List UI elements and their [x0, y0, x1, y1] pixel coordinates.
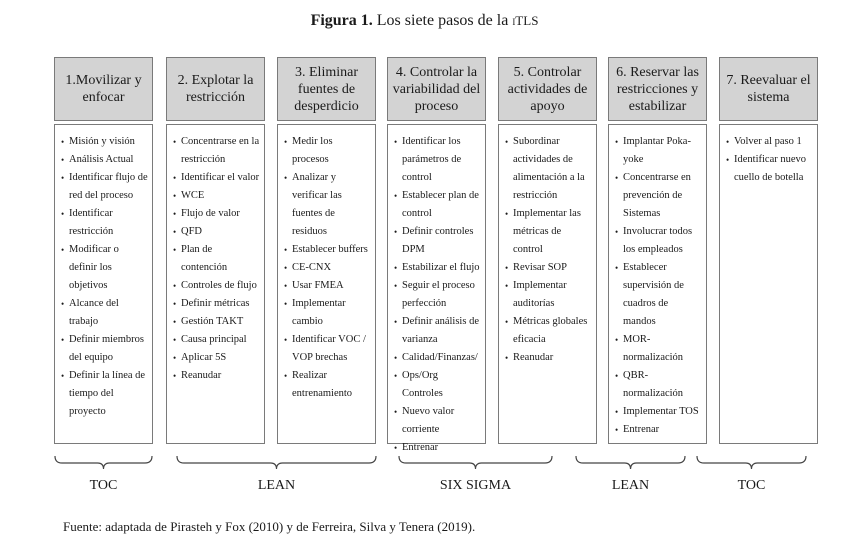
activity-item: • Realizar entrenamiento [284, 367, 371, 403]
activity-item: • Reanudar [173, 367, 260, 385]
activity-item: • Identificar nuevo cuello de botella [726, 151, 813, 187]
activity-item: • Identificar VOC / VOP brechas [284, 331, 371, 367]
activity-item: • Definir métricas [173, 295, 260, 313]
activity-item: • Estabilizar el flujo [394, 259, 481, 277]
group-label-2: LEAN [257, 478, 296, 493]
figure-caption: Los siete pasos de la [376, 12, 509, 29]
figure-label: Figura 1. [310, 12, 373, 29]
step-header-2: 2. Explotar la restricción [166, 57, 265, 121]
brace-icon [54, 455, 153, 471]
activity-item: • Establecer supervisión de cuadros de mandos [615, 259, 702, 331]
group-brace-2 [176, 455, 377, 471]
activity-item: • MOR-normalización [615, 331, 702, 367]
activity-item: • Seguir el proceso perfección [394, 277, 481, 313]
brace-icon [575, 455, 686, 471]
activity-list [505, 133, 592, 367]
activity-item: • Entrenar [615, 421, 702, 439]
activity-item: • Definir análisis de varianza [394, 313, 481, 349]
activity-item: • Implementar cambio [284, 295, 371, 331]
group-label-5: TOC [737, 478, 766, 493]
group-label-1: TOC [89, 478, 118, 493]
step-header-7: 7. Reevaluar el sistema [719, 57, 818, 121]
brace-icon [696, 455, 807, 471]
figure-title [0, 12, 849, 30]
activity-item: • Implantar Poka-yoke [615, 133, 702, 169]
activity-item: • Establecer plan de control [394, 187, 481, 223]
activity-item: • Aplicar 5S [173, 349, 260, 367]
activity-item: • WCE [173, 187, 260, 205]
activity-item: • Concentrarse en la restricción [173, 133, 260, 169]
activity-item: • Implementar las métricas de control [505, 205, 592, 259]
activity-item: • Analizar y verificar las fuentes de residuos [284, 169, 371, 241]
step-activities-2 [166, 124, 265, 444]
group-brace-4 [575, 455, 686, 471]
activity-item: • Ops/Org Controles [394, 367, 481, 403]
step-activities-5 [498, 124, 597, 444]
step-activities-6 [608, 124, 707, 444]
group-label-4: LEAN [611, 478, 650, 493]
activity-list [615, 133, 702, 439]
activity-item: • Implementar auditorías [505, 277, 592, 313]
activity-item: • CE-CNX [284, 259, 371, 277]
activity-list [61, 133, 148, 421]
group-brace-3 [398, 455, 553, 471]
activity-item: • Controles de flujo [173, 277, 260, 295]
group-label-3: SIX SIGMA [439, 478, 512, 493]
step-activities-4 [387, 124, 486, 453]
activity-item: • Definir la línea de tiempo del proyecto [61, 367, 148, 421]
activity-item: • Nuevo valor corriente [394, 403, 481, 439]
activity-item: • Subordinar actividades de alimentación a la restricción [505, 133, 592, 205]
activity-item: • Calidad/Finanzas/ [394, 349, 481, 367]
activity-item: • Análisis Actual [61, 151, 148, 169]
brace-icon [176, 455, 377, 471]
activity-item: • Definir controles DPM [394, 223, 481, 259]
activity-item: • Definir miembros del equipo [61, 331, 148, 367]
activity-item: • Identificar restricción [61, 205, 148, 241]
activity-item: • QFD [173, 223, 260, 241]
activity-item: • Involucrar todos los empleados [615, 223, 702, 259]
activity-list [173, 133, 260, 385]
activity-item: • Medir los procesos [284, 133, 371, 169]
activity-item: • Identificar flujo de red del proceso [61, 169, 148, 205]
group-brace-1 [54, 455, 153, 471]
activity-list [394, 133, 481, 457]
step-header-5: 5. Controlar actividades de apoyo [498, 57, 597, 121]
activity-item: • Revisar SOP [505, 259, 592, 277]
activity-item: • Misión y visión [61, 133, 148, 151]
source-note: Fuente: adaptada de Pirasteh y Fox (2010) y de Ferreira, Silva y Tenera (2019). [63, 519, 476, 534]
activity-item: • Gestión TAKT [173, 313, 260, 331]
activity-item: • Modificar o definir los objetivos [61, 241, 148, 295]
step-activities-3 [277, 124, 376, 444]
activity-item: • QBR-normalización [615, 367, 702, 403]
activity-item: • Causa principal [173, 331, 260, 349]
activity-item: • Reanudar [505, 349, 592, 367]
step-header-3: 3. Eliminar fuentes de desperdicio [277, 57, 376, 121]
activity-item: • Identificar los parámetros de control [394, 133, 481, 187]
activity-item: • Entrenar [394, 439, 481, 457]
step-header-1: 1.Movilizar y enfocar [54, 57, 153, 121]
activity-list [284, 133, 371, 403]
activity-item: • Plan de contención [173, 241, 260, 277]
group-brace-5 [696, 455, 807, 471]
figure-acronym: iTLS [512, 13, 539, 28]
step-header-6: 6. Reservar las restricciones y estabilizar [608, 57, 707, 121]
activity-item: • Métricas globales eficacia [505, 313, 592, 349]
brace-icon [398, 455, 553, 471]
activity-list [726, 133, 813, 187]
step-activities-7 [719, 124, 818, 444]
activity-item: • Usar FMEA [284, 277, 371, 295]
activity-item: • Implementar TOS [615, 403, 702, 421]
step-activities-1 [54, 124, 153, 444]
activity-item: • Establecer buffers [284, 241, 371, 259]
activity-item: • Concentrarse en prevención de Sistemas [615, 169, 702, 223]
activity-item: • Flujo de valor [173, 205, 260, 223]
step-header-4: 4. Controlar la variabilidad del proceso [387, 57, 486, 121]
activity-item: • Alcance del trabajo [61, 295, 148, 331]
activity-item: • Identificar el valor [173, 169, 260, 187]
activity-item: • Volver al paso 1 [726, 133, 813, 151]
